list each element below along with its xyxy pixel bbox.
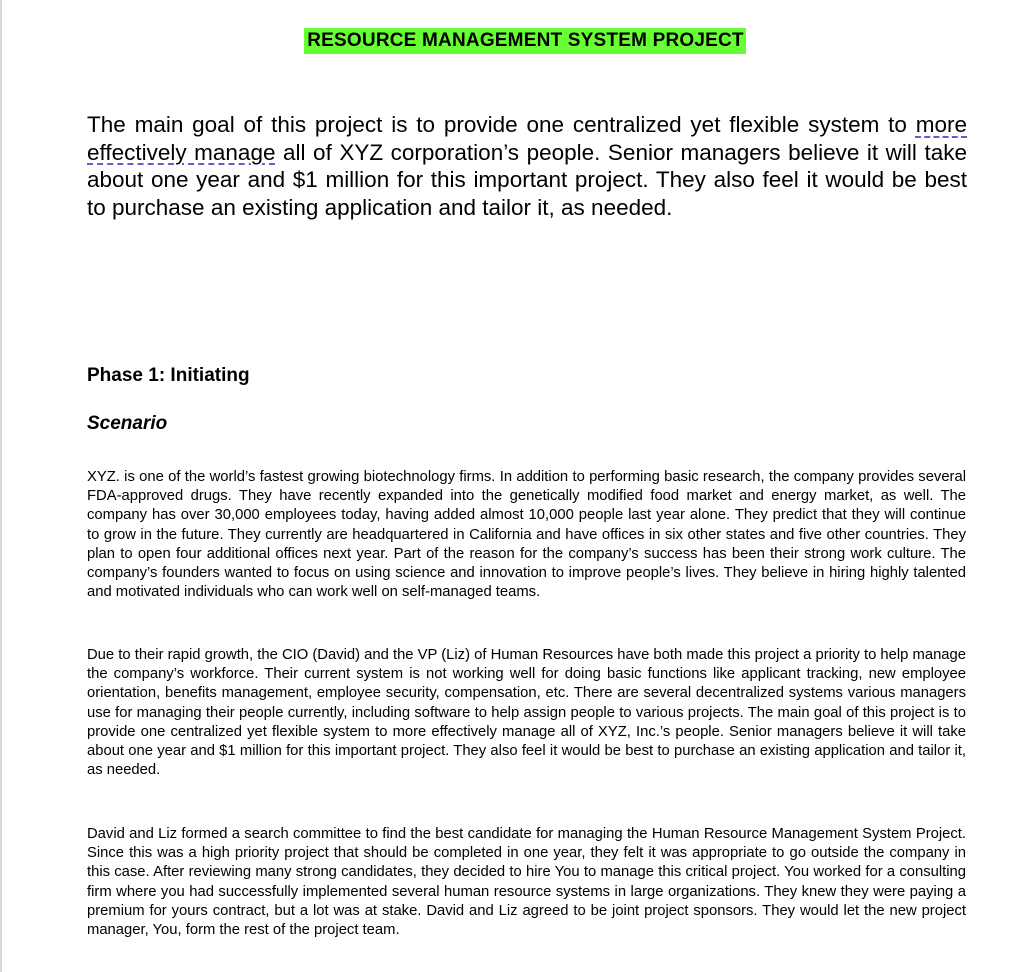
document-title: RESOURCE MANAGEMENT SYSTEM PROJECT <box>304 28 745 54</box>
body-paragraph-3: David and Liz formed a search committee to find the best candidate for managing the Human Resource Management System Project. Since this was a high priority project that should be completed in one year, they felt it was appropriate to go outside the company in this case. After reviewing many strong candidates, they decided to hire You to manage this critical project. You worked for a consulting firm where you had successfully implemented several human resource systems in large organizations. They knew they were paying a premium for yours contract, but a lot was at stake. David and Liz agreed to be joint project sponsors. They would let the new project manager, You, form the rest of the project team. <box>87 826 966 939</box>
title-row <box>0 28 1024 54</box>
body-paragraph-1: XYZ. is one of the world’s fastest growing biotechnology firms. In addition to performing basic research, the company provides several FDA-approved drugs. They have recently expanded into the genetically modified food market and energy market, as well. The company has over 30,000 employees today, having added almost 10,000 people last year alone. They predict that they will continue to grow in the future. They currently are headquartered in California and have offices in six other states and five other countries. They plan to open four additional offices next year. Part of the reason for the company’s success has been their strong work culture. The company’s founders wanted to focus on using science and innovation to improve people’s lives. They believe in hiring highly talented and motivated individuals who can work well on self-managed teams. <box>87 469 966 601</box>
phase-heading: Phase 1: Initiating <box>87 365 250 386</box>
grammar-flagged-phrase[interactable]: more effectively manage <box>87 112 967 165</box>
body-paragraph-2: Due to their rapid growth, the CIO (David) and the VP (Liz) of Human Resources have both made this project a priority to help manage the company’s workforce. Their current system is not working well for doing basic functions like applicant tracking, new employee orientation, benefits management, employee security, compensation, etc. There are several decentralized systems various managers use for managing their people currently, including software to help assign people to various projects. The main goal of this project is to provide one centralized yet flexible system to more effectively manage all of XYZ, Inc.’s people. Senior managers believe it will take about one year and $1 million for this important project. They also feel it would be best to purchase an existing application and tailor it, as needed. <box>87 647 966 779</box>
intro-text-before: The main goal of this project is to provide one centralized yet flexible system to <box>87 112 916 137</box>
scenario-heading: Scenario <box>87 413 168 434</box>
intro-text-after: all of XYZ corporation’s people. Senior managers believe it will take about one year and $1 million for this important project. They also feel it would be best to purchase an existing application and tailor it, as needed. <box>87 139 967 220</box>
intro-paragraph <box>87 111 967 221</box>
